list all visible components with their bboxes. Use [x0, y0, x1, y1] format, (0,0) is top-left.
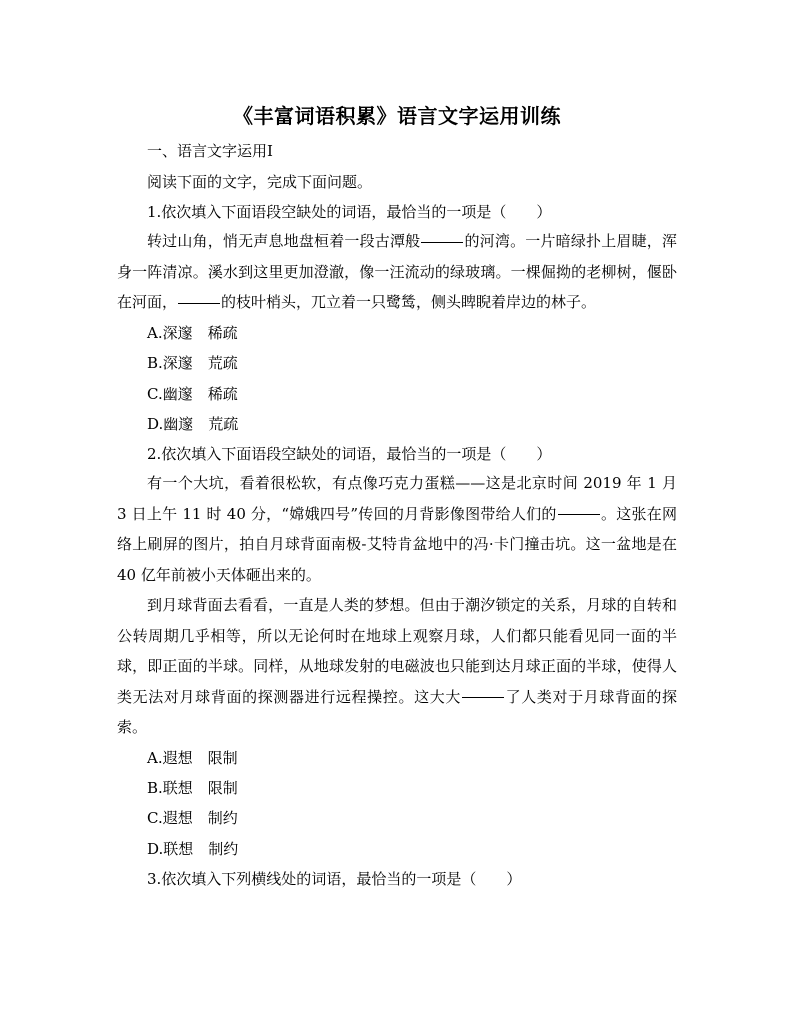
passage-text: 转过山角，悄无声息地盘桓着一段古潭般 [147, 232, 421, 250]
question-2-stem: 2.依次填入下面语段空缺处的词语，最恰当的一项是（ ） [147, 445, 552, 463]
passage-text: 。这张在网络上刷屏的图片，拍自月球背面南极-艾特肯盆地中的冯·卡门撞击坑。这一盆地是在 40 亿年前被小天体砸出来的。 [117, 504, 677, 584]
passage-text: 的枝叶梢头，兀立着一只鹭鸶，侧头睥睨着岸边的林子。 [221, 293, 597, 311]
passage-text: 到月球背面去看看，一直是人类的梦想。但由于潮汐锁定的关系，月球的自转和公转周期几乎相等，所以无论何时在地球上观察月球，人们都只能看见同一面的半球，即正面的半球。同样，从地球发射的电磁波也只能到达月球正面的半球，使得人类无法对月球背面的探测器进行远程操控。这大大 [117, 596, 677, 706]
question-2-option-c: C.遐想 制约 [147, 809, 238, 827]
question-1-passage [117, 226, 677, 318]
fill-blank [462, 697, 504, 698]
passage-text: 的河湾。一片暗绿扑上眉睫，浑身一阵清凉。溪水到这里更加澄澈，像一汪流动的绿玻璃。一棵倔拗的老柳树，偃卧在河面， [117, 232, 677, 311]
question-1-option-c: C.幽邃 稀疏 [147, 385, 238, 403]
question-1-option-a: A.深邃 稀疏 [147, 324, 238, 342]
question-1-option-b: B.深邃 荒疏 [147, 354, 238, 372]
question-1-stem: 1.依次填入下面语段空缺处的词语，最恰当的一项是（ ） [147, 203, 552, 221]
question-2-option-a: A.遐想 限制 [147, 749, 238, 767]
instruction-text: 阅读下面的文字，完成下面问题。 [147, 173, 373, 191]
question-2-passage-1 [117, 468, 677, 590]
section-heading: 一、语言文字运用Ⅰ [147, 142, 273, 160]
passage-text: 有一个大坑，看着很松软，有点像巧克力蛋糕——这是北京时间 2019 年 1 月 3 日上午 11 时 40 分，“嫦娥四号”传回的月背影像图带给人们的 [117, 474, 677, 523]
document-title: 《丰富词语积累》语言文字运用训练 [233, 104, 561, 128]
fill-blank [558, 514, 600, 515]
question-2-option-d: D.联想 制约 [147, 840, 239, 858]
question-3-stem: 3.依次填入下列横线处的词语，最恰当的一项是（ ） [147, 870, 522, 888]
question-2-option-b: B.联想 限制 [147, 779, 238, 797]
fill-blank [178, 303, 220, 304]
fill-blank [421, 242, 463, 243]
question-2-passage-2 [117, 590, 677, 743]
question-1-option-d: D.幽邃 荒疏 [147, 415, 239, 433]
passage-text: 了人类对于月球背面的探索。 [117, 687, 677, 736]
